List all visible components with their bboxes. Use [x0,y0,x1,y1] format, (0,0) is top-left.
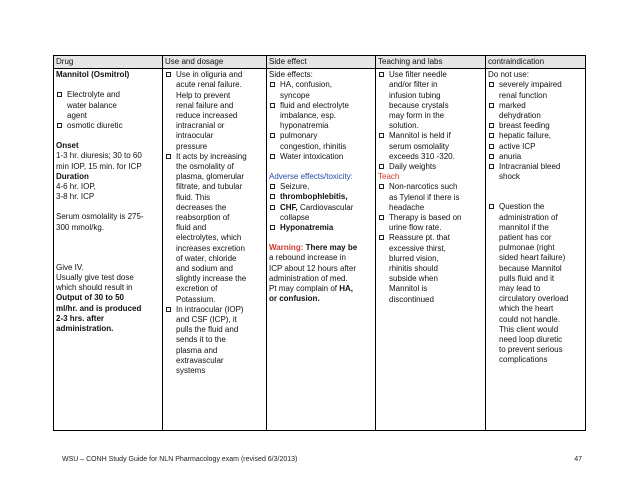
contra-item: severely impaired renal function [488,80,583,100]
teach-item: Reassure pt. that excessive thirst, blurred vision, rhinitis should subside when Mannitol is discontinued [378,233,483,304]
complain-line: Pt may complain of HA, [269,284,354,294]
contra-item: marked dehydration [488,101,583,121]
contra-item: anuria [488,152,583,162]
contra-item: breast feeding [488,121,583,131]
lab-item: Use filter needle and/or filter in infusion tubing because crystals may form in the solution. [378,70,483,131]
page-footer [62,456,582,463]
output-text: 2-3 hrs. after [56,313,105,323]
use-bullet: It acts by increasing the osmolality of plasma, glomerular filtrate, and tubular fluid. This decreases the reabsorption of fluid and electrolytes, which increases excretion of water, chloride and sodium and slightly increase the excretion of Potassium. [165,152,264,305]
warning-text: a rebound increase in [269,253,346,263]
complain-line: or confusion. [269,294,320,304]
test-dose-text: Usually give test dose [56,273,134,283]
header-row [54,56,586,69]
test-dose-text: which should result in [56,283,133,293]
teach-item: Therapy is based on urine flow rate. [378,213,483,233]
use-cell [163,69,267,431]
give-text: Give IV. [56,262,84,272]
duration-text: 4-6 hr. IOP, [56,182,96,192]
header-teaching: Teaching and labs [376,56,486,69]
use-bullet: Use in oliguria and acute renal failure. Help to prevent renal failure and reduce increased intracranial or intraocular pressure [165,70,264,152]
side-effect-item: Water intoxication [269,152,373,162]
teach-item: Non-narcotics such as Tylenol if there is headache [378,182,483,213]
serum-text: 300 mmol/kg. [56,222,105,232]
side-effect-item: fluid and electrolyte imbalance, esp. hyponatremia [269,101,373,132]
onset-text: 1-3 hr. diuresis; 30 to 60 [56,151,142,161]
contra-title: Do not use: [488,70,529,80]
header-contraindication: contraindication [486,56,586,69]
header-side-effect: Side effect [267,56,376,69]
contra-item: hepatic failure, [488,131,583,141]
drug-cell [54,69,163,431]
adverse-item: thrombophlebitis, [269,192,373,202]
side-effect-item: HA, confusion, syncope [269,80,373,100]
use-bullet: In intraocular (IOP) and CSF (ICP), it pulls the fluid and sends it to the plasma and extravascular systems [165,305,264,376]
adverse-title: Adverse effects/toxicity: [269,172,353,182]
footer-text: WSU – CONH Study Guide for NLN Pharmacology exam (revised 6/3/2013) [62,456,298,463]
drug-table [53,55,586,431]
mannitol-row [54,69,586,431]
teach-title: Teach [378,172,400,182]
drug-bullet: osmotic diuretic [56,121,160,131]
warning-text: administration of med. [269,273,348,283]
output-text: Output of 30 to 50 [56,293,124,303]
side-effect-cell [267,69,376,431]
duration-label: Duration [56,171,89,181]
lab-item: Daily weights [378,162,483,172]
duration-text: 3-8 hr. ICP [56,192,95,202]
adverse-item: Hyponatremia [269,223,373,233]
onset-label: Onset [56,141,79,151]
warning-text: ICP about 12 hours after [269,263,357,273]
drug-bullet: Electrolyte and water balance agent [56,90,160,121]
side-effect-item: pulmonary congestion, rhinitis [269,131,373,151]
drug-name: Mannitol (Osmitrol) [56,70,130,80]
contra-item: Intracranial bleed shock [488,162,583,182]
warning-line: Warning: There may be [269,243,358,253]
onset-text: min IOP, 15 min. for ICP [56,161,142,171]
header-drug: Drug [54,56,163,69]
output-text: administration. [56,324,114,334]
output-text: ml/hr. and is produced [56,303,142,313]
contra-item: active ICP [488,142,583,152]
serum-text: Serum osmolality is 275- [56,212,144,222]
header-use: Use and dosage [163,56,267,69]
side-effects-title: Side effects: [269,70,313,80]
lab-item: Mannitol is held if serum osmolality exceeds 310 -320. [378,131,483,162]
contraindication-cell [486,69,586,431]
question-item: Question the administration of mannitol if the patient has cor pulmonae (right sided heart failure) because Mannitol pulls fluid and it may lead to circulatory overload which the heart could not handle. This client would need loop diuretic to prevent serious complications [488,202,583,365]
adverse-item: Seizure, [269,182,373,192]
teaching-cell [376,69,486,431]
adverse-item: CHF, Cardiovascular collapse [269,203,373,223]
page-number: 47 [574,456,582,463]
